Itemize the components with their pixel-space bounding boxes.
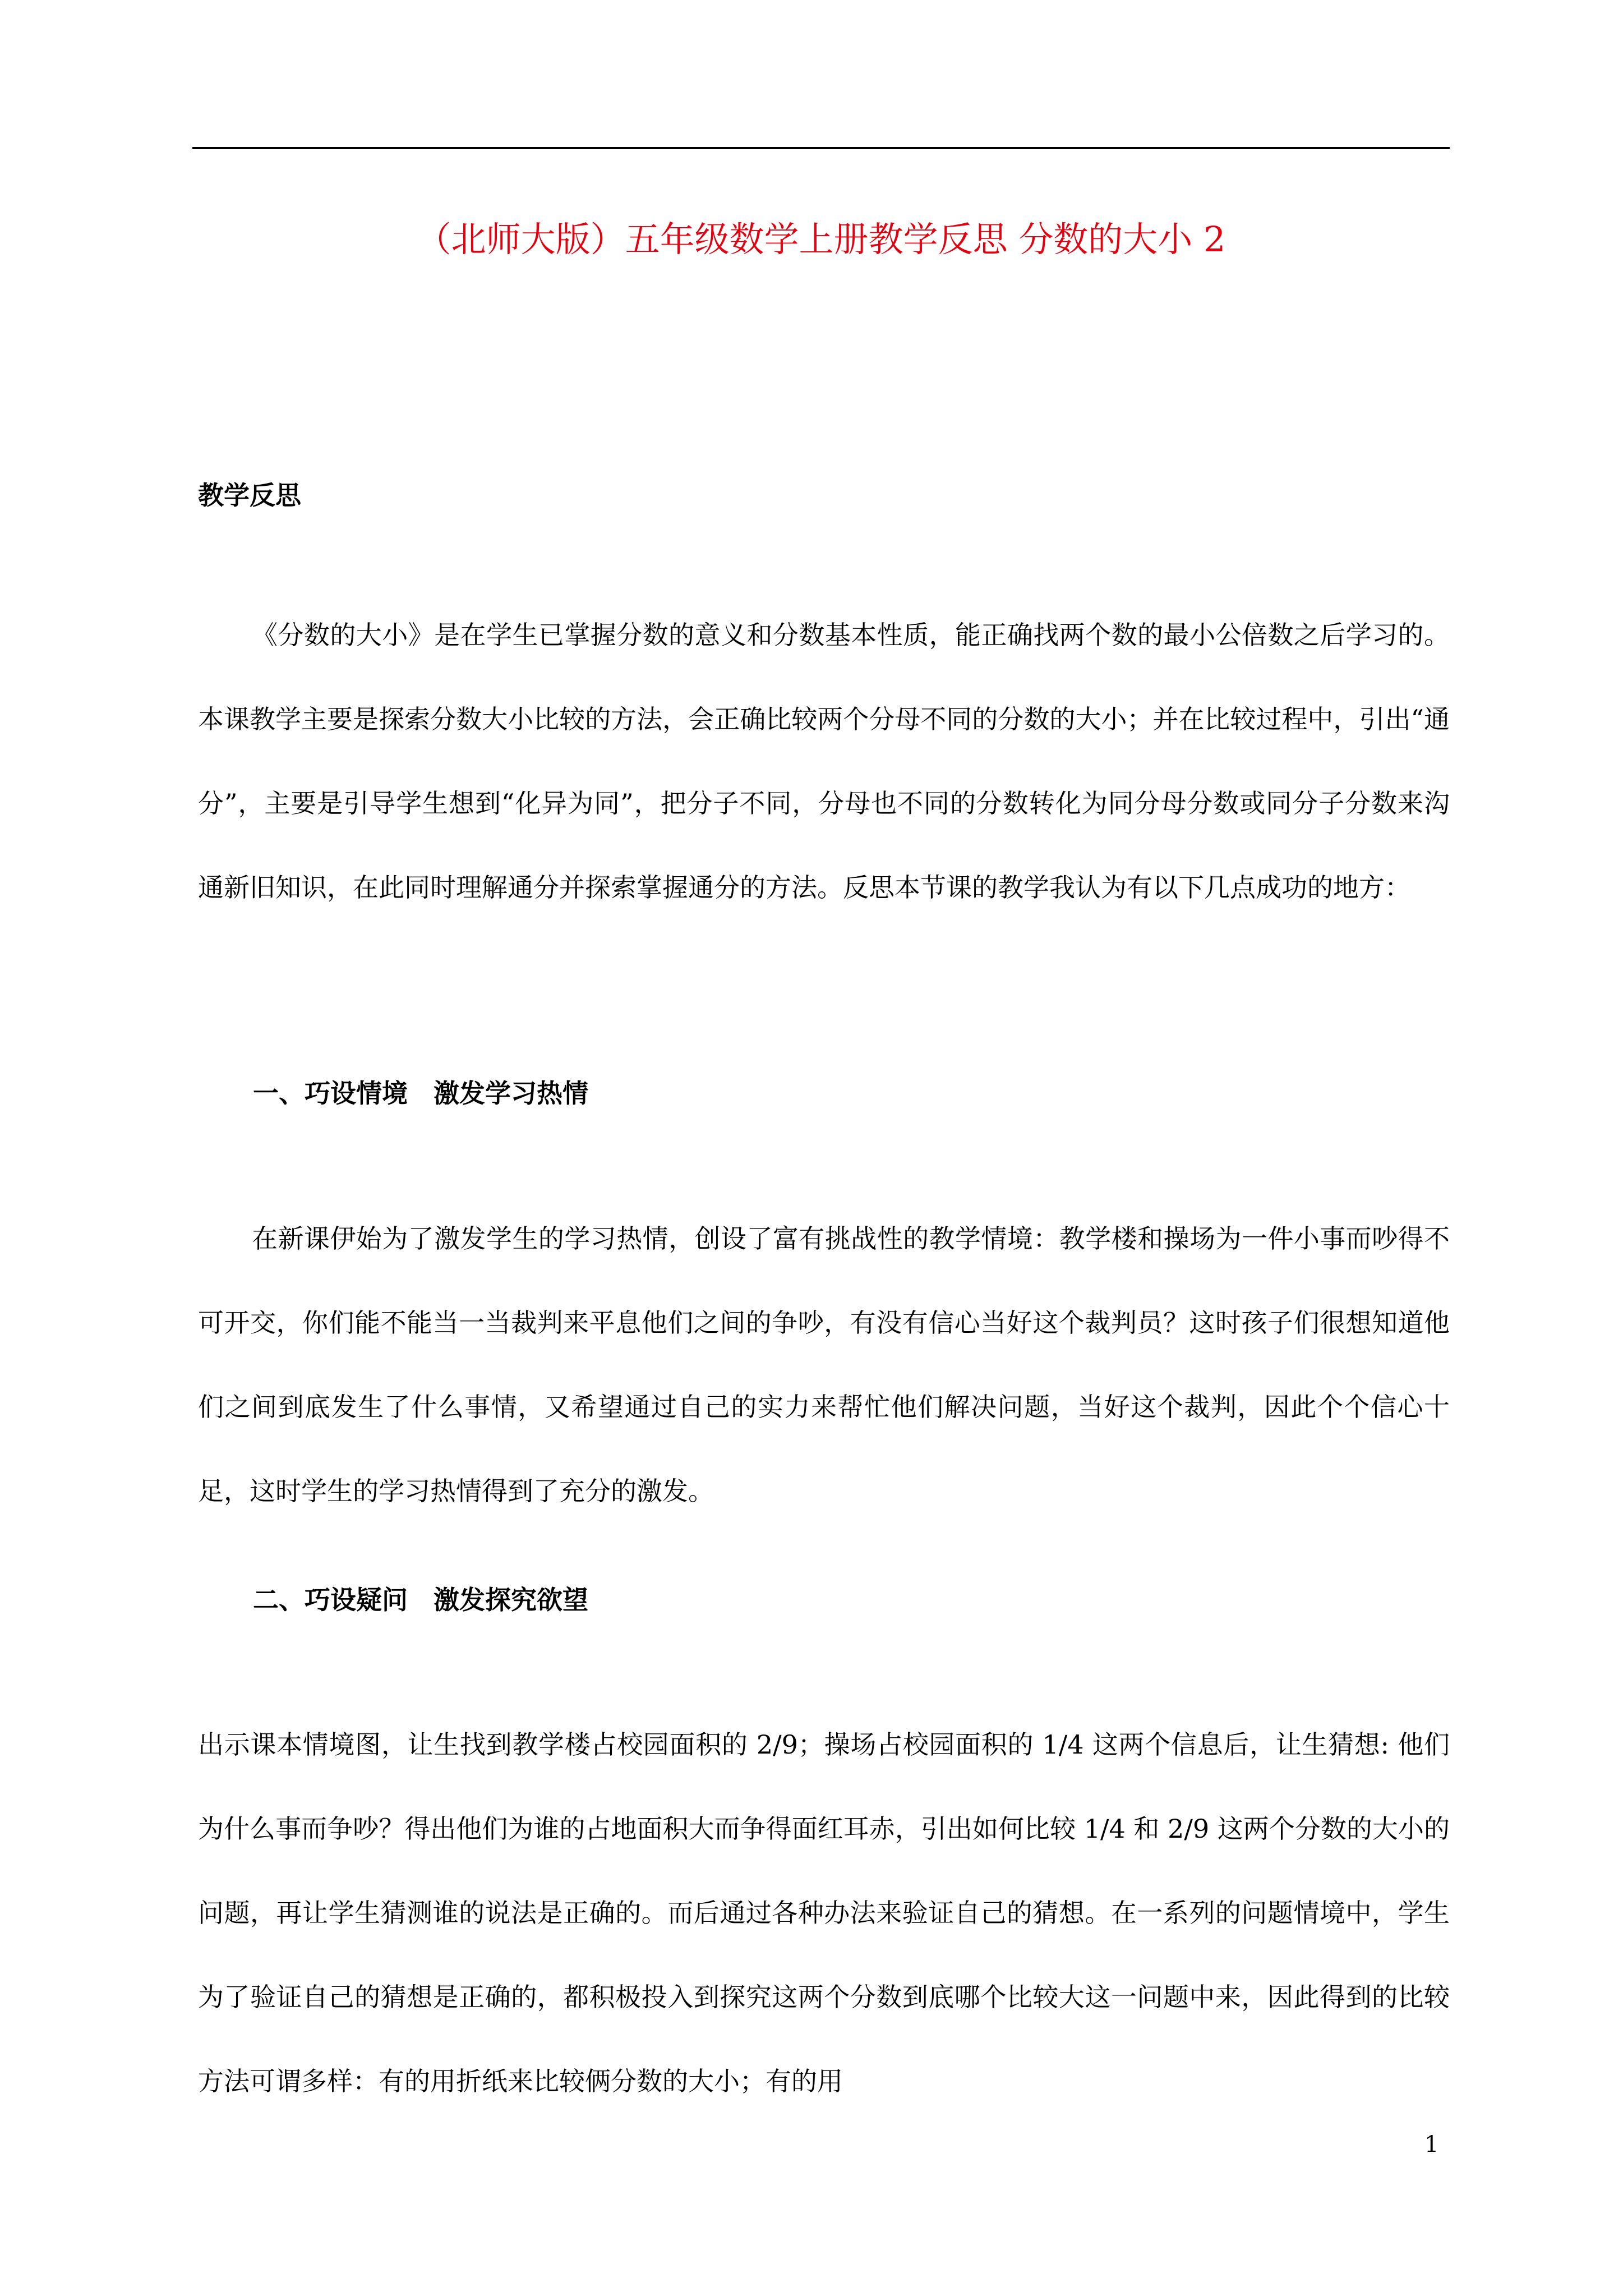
point2-paragraph: 出示课本情境图，让生找到教学楼占校园面积的 2/9；操场占校园面积的 1/4 这两个信息后，让生猜想: 他们为什么事而争吵？得出他们为谁的占地面积大而争得面红耳赤，引出如何比较 1/4 和 2/9 这两个分数的大小的问题，再让学生猜测谁的说法是正确的。而后通过各种办法来验证自己的猜想。在一系列的问题情境中，学生为了验证自己的猜想是正确的，都积极投入到探究这两个分数到底哪个比较大这一问题中来，因此得到的比较方法可谓多样：有的用折纸来比较俩分数的大小；有的用: [198, 1729, 1450, 2096]
section-label: 教学反思: [198, 480, 301, 510]
heading-1: 一、巧设情境 激发学习热情: [253, 1078, 588, 1108]
document-title: （北师大版）五年级数学上册教学反思 分数的大小 2: [416, 219, 1226, 260]
heading-2: 二、巧设疑问 激发探究欲望: [253, 1585, 588, 1615]
page-number: 1: [1424, 2132, 1439, 2157]
intro-paragraph: 《分数的大小》是在学生已掌握分数的意义和分数基本性质，能正确找两个数的最小公倍数之后学习的。本课教学主要是探索分数大小比较的方法，会正确比较两个分母不同的分数的大小；并在比较过程中，引出“通分”，主要是引导学生想到“化异为同”，把分子不同，分母也不同的分数转化为同分母分数或同分子分数来沟通新旧知识，在此同时理解通分并探索掌握通分的方法。反思本节课的教学我认为有以下几点成功的地方：: [198, 620, 1450, 903]
point1-paragraph: 在新课伊始为了激发学生的学习热情，创设了富有挑战性的教学情境：教学楼和操场为一件小事而吵得不可开交，你们能不能当一当裁判来平息他们之间的争吵，有没有信心当好这个裁判员？这时孩子们很想知道他们之间到底发生了什么事情，又希望通过自己的实力来帮忙他们解决问题，当好这个裁判，因此个个信心十足，这时学生的学习热情得到了充分的激发。: [198, 1223, 1450, 1506]
header-rule: [192, 147, 1450, 149]
